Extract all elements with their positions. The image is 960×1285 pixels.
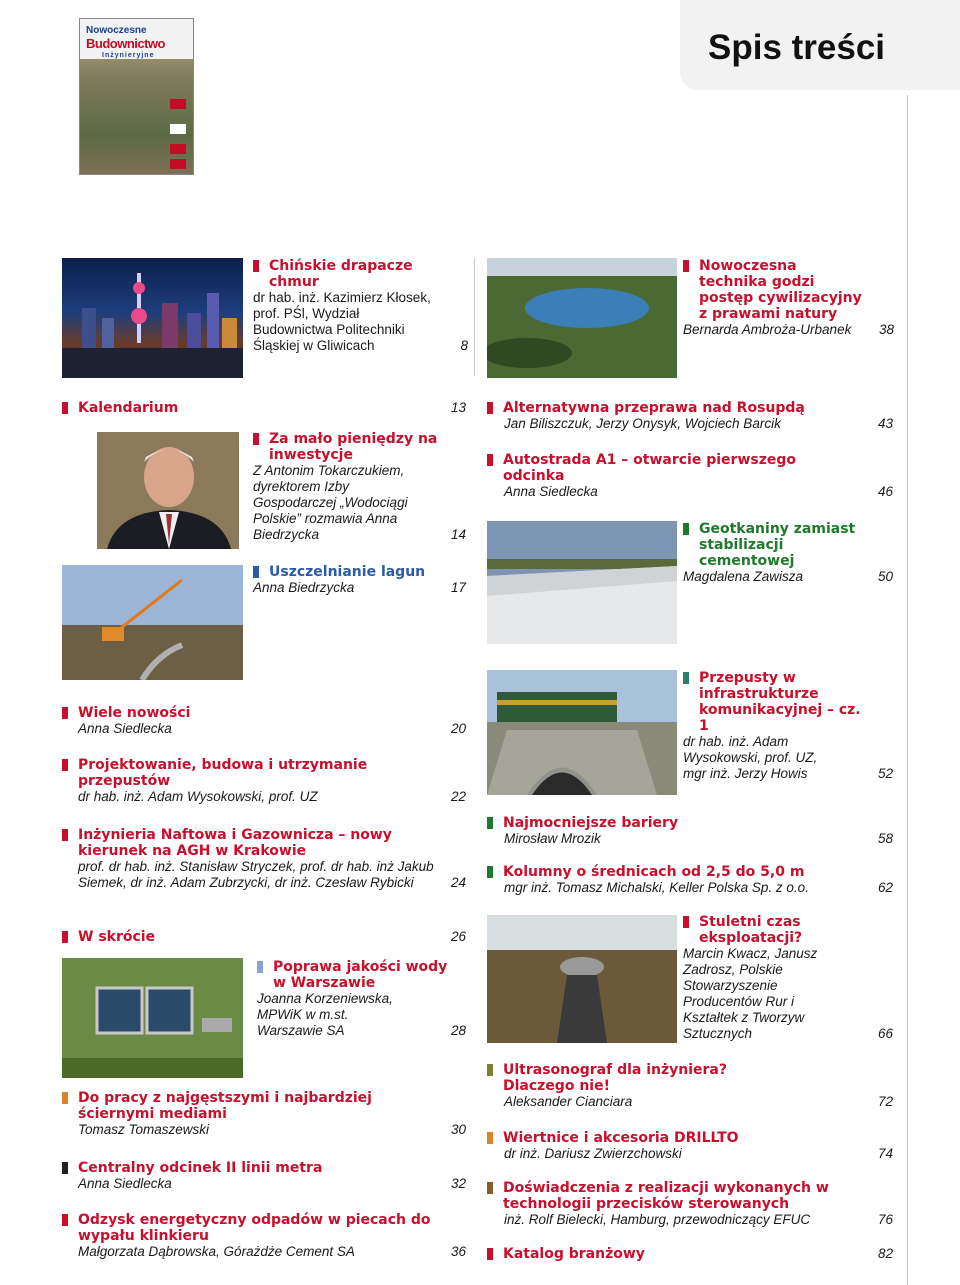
toc-entry[interactable] — [62, 827, 466, 891]
toc-entry[interactable] — [487, 400, 893, 432]
toc-entry[interactable] — [62, 1090, 466, 1138]
entry-authors: mgr inż. Tomasz Michalski, Keller Polska Sp. z o.o. — [504, 880, 809, 895]
toc-entry[interactable] — [683, 521, 893, 585]
entry-page: 17 — [450, 580, 466, 595]
entry-authors: dr inż. Dariusz Zwierzchowski — [504, 1146, 682, 1161]
entry-authors: Aleksander Cianciara — [504, 1094, 633, 1109]
entry-title: Odzysk energetyczny odpadów w piecach do wypału klinkieru — [78, 1212, 431, 1244]
column-rule — [474, 258, 475, 376]
toc-entry[interactable] — [62, 1212, 466, 1260]
toc-entry[interactable] — [62, 929, 466, 945]
entry-title: Uszczelnianie lagun — [269, 564, 426, 580]
entry-title: Wiertnice i akcesoria DRILLTO — [503, 1130, 739, 1146]
toc-entry[interactable] — [253, 258, 468, 354]
entry-page: 26 — [450, 929, 466, 944]
entry-page: 50 — [877, 569, 893, 584]
entry-authors: Joanna Korzeniewska, MPWiK w m.st. Warszawie SA — [257, 991, 393, 1038]
entry-title: Poprawa jakości wody w Warszawie — [273, 959, 448, 991]
toc-entry[interactable] — [62, 757, 466, 805]
entry-title: Centralny odcinek II linii metra — [78, 1160, 323, 1176]
toc-entry[interactable] — [683, 914, 893, 1042]
entry-title: Kalendarium — [78, 400, 179, 416]
toc-entry[interactable] — [683, 670, 893, 782]
entry-title: Za mało pieniędzy na inwestycje — [269, 431, 438, 463]
toc-entry[interactable] — [62, 400, 466, 416]
toc-entry[interactable] — [487, 864, 893, 896]
toc-entry[interactable] — [257, 959, 466, 1039]
entry-title: W skrócie — [78, 929, 156, 945]
entry-title: Stuletni czas eksploatacji? — [699, 914, 803, 946]
entry-page: 13 — [450, 400, 466, 415]
entry-authors: inż. Rolf Bielecki, Hamburg, przewodniczący EFUC — [504, 1212, 811, 1227]
culvert-train-photo — [487, 670, 677, 795]
entry-authors: Jan Biliszczuk, Jerzy Onysyk, Wojciech Barcik — [504, 416, 781, 431]
entry-title: Kolumny o średnicach od 2,5 do 5,0 m — [503, 864, 805, 880]
entry-title: Przepusty w infrastrukturze komunikacyjnej – cz. 1 — [699, 670, 861, 734]
entry-page: 28 — [450, 1023, 466, 1038]
entry-authors: Anna Siedlecka — [78, 1176, 172, 1191]
entry-page: 8 — [460, 338, 468, 353]
magazine-cover — [79, 18, 194, 175]
entry-page: 43 — [877, 416, 893, 431]
entry-page: 82 — [877, 1246, 893, 1261]
entry-page: 32 — [450, 1176, 466, 1191]
toc-entry[interactable] — [253, 431, 466, 543]
toc-entry[interactable] — [487, 1130, 893, 1162]
entry-authors: Magdalena Zawisza — [683, 569, 804, 584]
cover-title-line1: Nowoczesne — [86, 25, 147, 36]
entry-page: 38 — [878, 322, 894, 337]
entry-title: Alternatywna przeprawa nad Rosupdą — [503, 400, 805, 416]
toc-entry[interactable] — [62, 705, 466, 737]
entry-page: 22 — [450, 789, 466, 804]
toc-entry[interactable] — [62, 1160, 466, 1192]
right-rule — [907, 95, 908, 1285]
entry-title: Projektowanie, budowa i utrzymanie przepustów — [78, 757, 368, 789]
entry-page: 36 — [450, 1244, 466, 1259]
toc-entry[interactable] — [487, 1246, 893, 1262]
entry-page: 66 — [877, 1026, 893, 1041]
entry-page: 74 — [877, 1146, 893, 1161]
entry-title: Inżynieria Naftowa i Gazownicza – nowy kierunek na AGH w Krakowie — [78, 827, 392, 859]
entry-title: Chińskie drapacze chmur — [269, 258, 413, 290]
entry-title: Katalog branżowy — [503, 1246, 645, 1262]
shanghai-skyline-photo — [62, 258, 243, 378]
entry-page: 14 — [450, 527, 466, 542]
page-title: Spis treści — [708, 28, 886, 67]
entry-page: 76 — [877, 1212, 893, 1227]
entry-authors: Marcin Kwacz, Janusz Zadrosz, Polskie Stowarzyszenie Producentów Rur i Kształtek z Tworzyw Sztucznych — [683, 946, 818, 1041]
entry-page: 30 — [450, 1122, 466, 1137]
entry-authors: Mirosław Mrozik — [504, 831, 601, 846]
entry-page: 58 — [877, 831, 893, 846]
toc-entry[interactable] — [487, 815, 893, 847]
entry-title: Ultrasonograf dla inżyniera? Dlaczego nie! — [503, 1062, 727, 1094]
entry-title: Doświadczenia z realizacji wykonanych w technologii przecisków sterowanych — [503, 1180, 829, 1212]
entry-title: Nowoczesna technika godzi postęp cywilizacyjny z prawami natury — [699, 258, 862, 322]
entry-authors: Z Antonim Tokarczukiem, dyrektorem Izby Gospodarczej „Wodociągi Polskie” rozmawia Anna Biedrzycka — [253, 463, 408, 542]
entry-authors: dr hab. inż. Kazimierz Kłosek, prof. PŚl, Wydział Budownictwa Politechniki Śląskiej w Gliwicach — [253, 290, 431, 353]
entry-authors: Anna Siedlecka — [504, 484, 598, 499]
entry-title: Geotkaniny zamiast stabilizacji cementowej — [699, 521, 856, 569]
geotextile-photo — [487, 521, 677, 644]
entry-authors: Małgorzata Dąbrowska, Górażdże Cement SA — [78, 1244, 355, 1259]
entry-page: 52 — [877, 766, 893, 781]
cover-title-line2: Budownictwo — [86, 36, 165, 51]
entry-page: 20 — [450, 721, 466, 736]
cover-title-line3: Inżynieryjne — [102, 52, 155, 59]
entry-title: Autostrada A1 – otwarcie pierwszego odcinka — [503, 452, 796, 484]
entry-page: 62 — [877, 880, 893, 895]
entry-authors: dr hab. inż. Adam Wysokowski, prof. UZ, mgr inż. Jerzy Howis — [683, 734, 818, 781]
toc-entry[interactable] — [487, 1180, 893, 1228]
entry-authors: Anna Biedrzycka — [253, 580, 355, 595]
entry-authors: dr hab. inż. Adam Wysokowski, prof. UZ — [78, 789, 318, 804]
entry-authors: Anna Siedlecka — [78, 721, 172, 736]
entry-authors: Bernarda Ambroża-Urbanek — [683, 322, 852, 337]
entry-title: Do pracy z najgęstszymi i najbardziej ściernymi mediami — [78, 1090, 372, 1122]
pipeline-trench-photo — [487, 915, 677, 1043]
entry-page: 72 — [877, 1094, 893, 1109]
toc-entry[interactable] — [487, 1062, 893, 1110]
entry-authors: Tomasz Tomaszewski — [78, 1122, 210, 1137]
toc-entry[interactable] — [487, 452, 893, 500]
lake-forest-photo — [487, 258, 677, 378]
entry-authors: prof. dr hab. inż. Stanisław Stryczek, prof. dr hab. inż Jakub Siemek, dr inż. Adam Zubrzycki, dr inż. Czesław Rybicki — [78, 859, 434, 890]
lagoon-crane-photo — [62, 565, 243, 680]
entry-page: 46 — [877, 484, 893, 499]
toc-entry[interactable] — [253, 564, 466, 596]
entry-title: Wiele nowości — [78, 705, 191, 721]
entry-page: 24 — [450, 875, 466, 890]
water-treatment-aerial-photo — [62, 958, 243, 1078]
entry-title: Najmocniejsze bariery — [503, 815, 679, 831]
toc-entry[interactable] — [683, 258, 894, 338]
portrait-photo — [97, 432, 239, 549]
